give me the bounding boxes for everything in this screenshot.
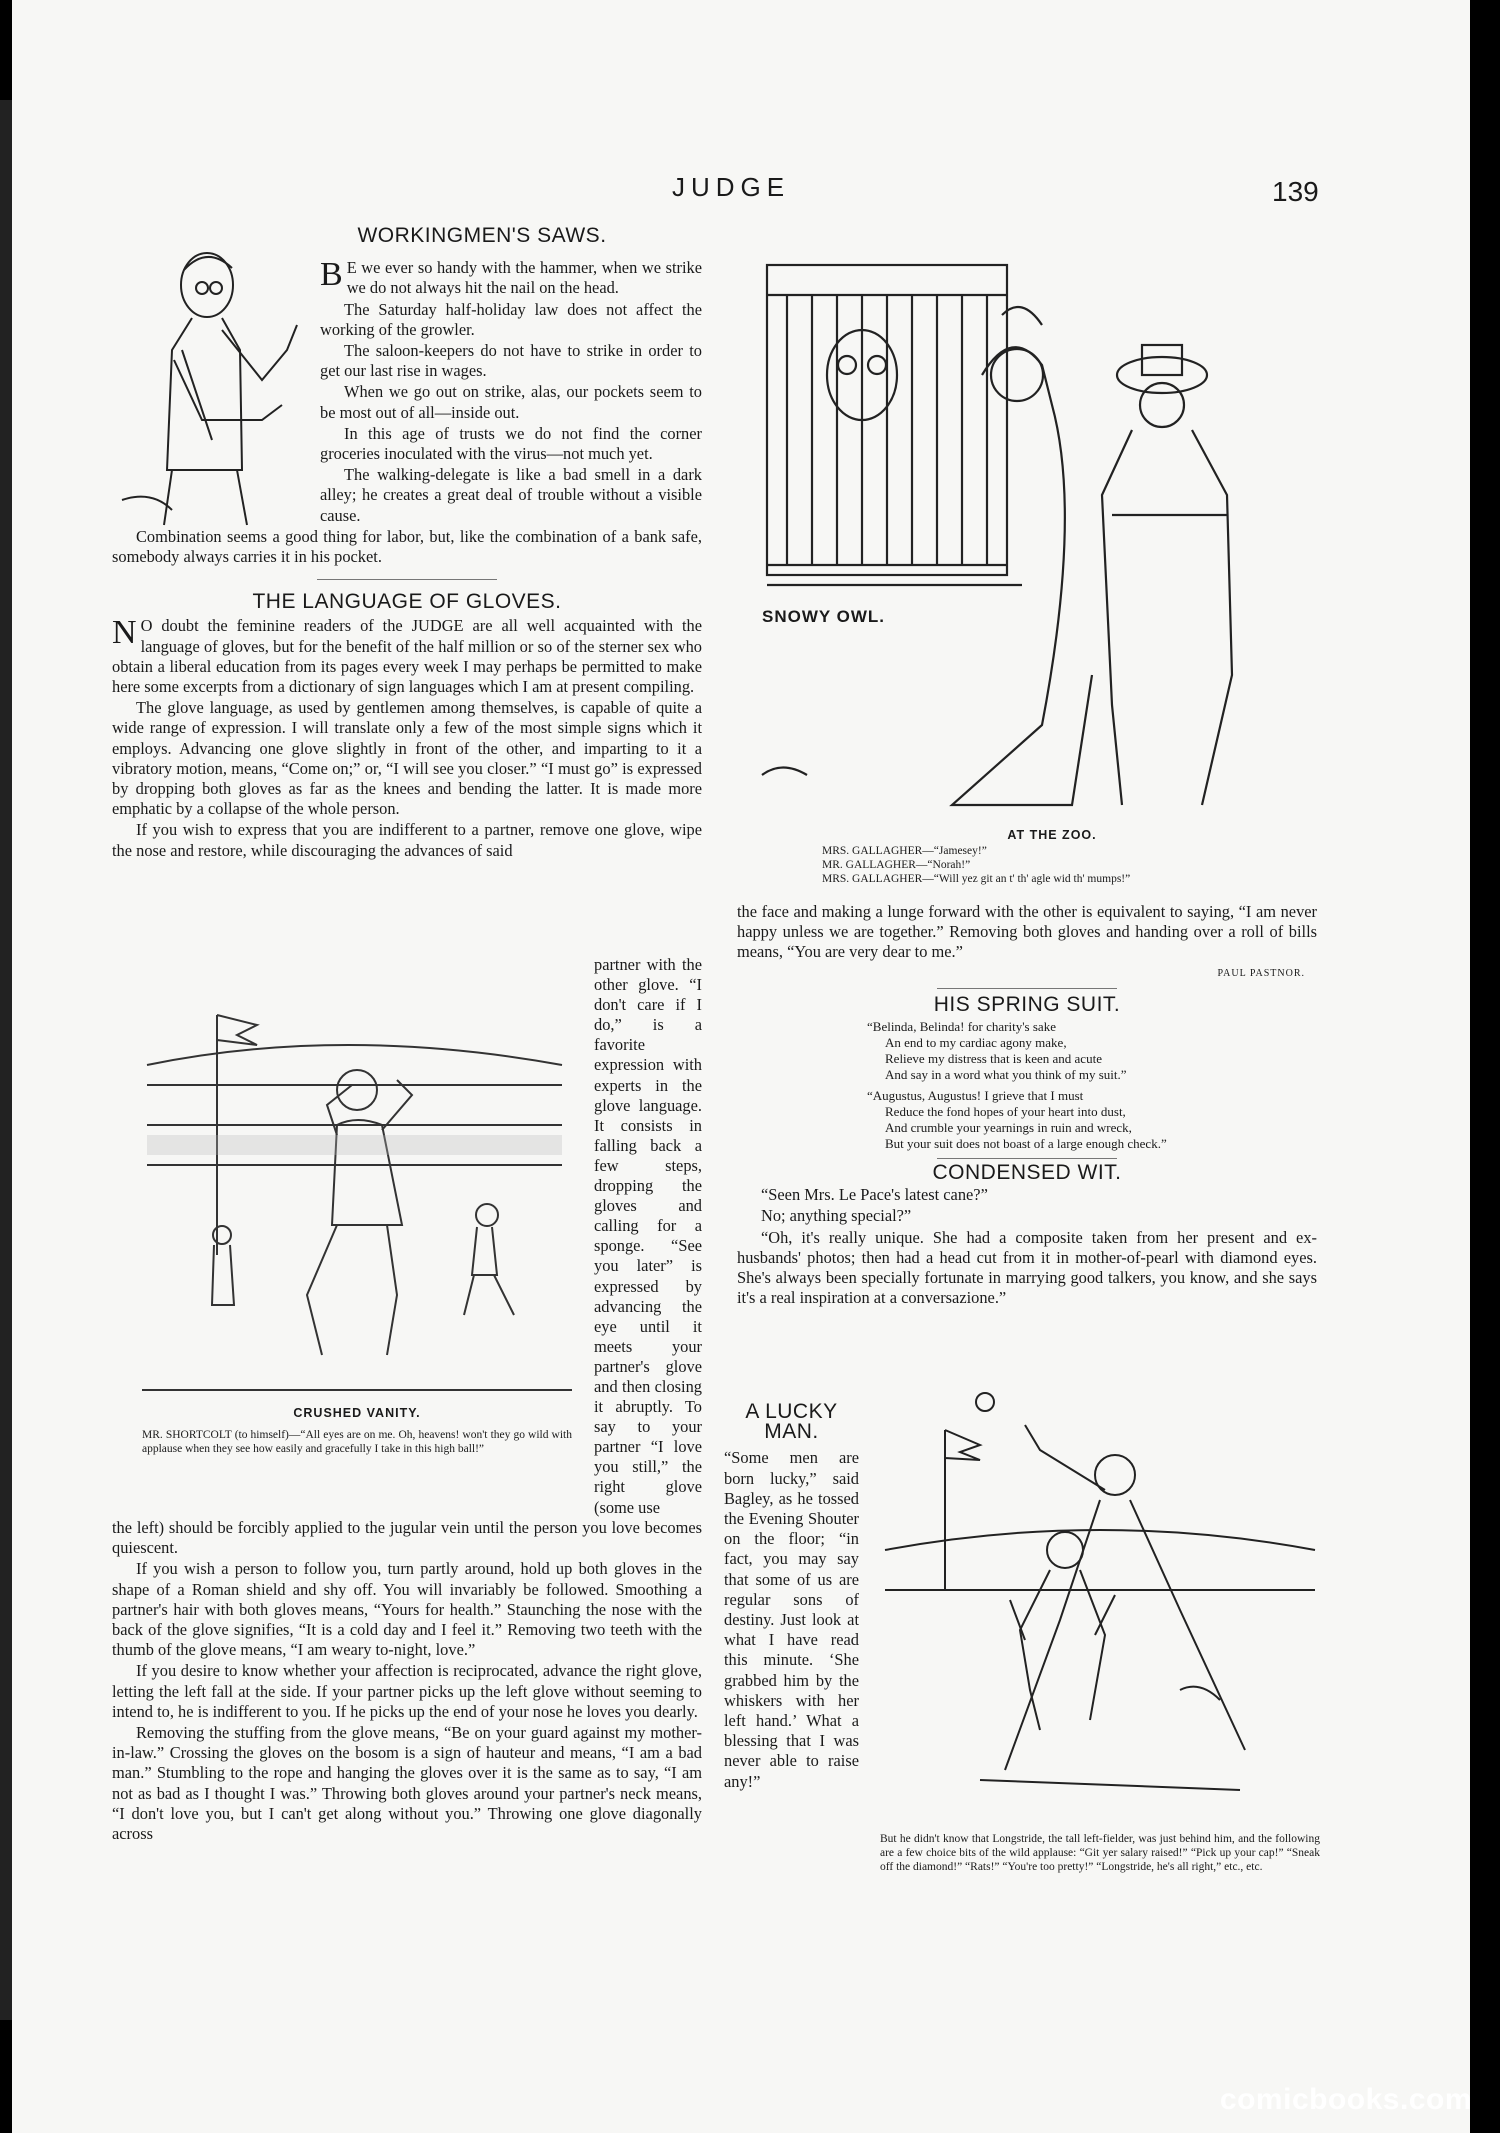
page-number: 139 [1272, 176, 1319, 207]
poem-line: And say in a word what you think of my suit.” [885, 1067, 1127, 1083]
crushed-vanity-title: CRUSHED VANITY. [293, 1406, 421, 1420]
poem-line: But your suit does not boast of a large enough check.” [885, 1136, 1167, 1152]
gloves-paragraph-7: Removing the stuffing from the glove means, “Be on your guard against my mother-in-law.” Crossing the gloves on the bosom is a sign of hauteur and means, “I am a bad man.” Stumbling to the rope and hanging the gloves over it is the same as to say, “I am not as bad as I thought I was.” Throwing both gloves around your partner's neck means, “I don't love you, but I can't get along without you.” Throwing one glove diagonally across [112, 1723, 702, 1844]
spring-suit-poem [737, 1019, 1317, 1152]
saws-paragraph-4: When we go out on strike, alas, our pockets seem to be most out of all—inside out. [320, 382, 702, 422]
zoo-line-1: MRS. GALLAGHER—“Jamesey!” [822, 845, 987, 857]
gloves-paragraph-6: If you desire to know whether your affection is reciprocated, advance the right glove, letting the left fall at the side. If your partner picks up the left glove without seeming to intend to, he is indifferent to you. If he picks up the end of your nose he loves you dearly. [112, 1661, 702, 1721]
gloves-continuation [112, 1518, 702, 1845]
saws-paragraph-1: B E we ever so handy with the hammer, when we strike we do not always hit the nail on the head. [320, 256, 702, 298]
condensed-wit-paragraph-1: “Seen Mrs. Le Pace's latest cane?” [761, 1185, 988, 1205]
condensed-wit-title: CONDENSED WIT. [932, 1161, 1122, 1185]
magazine-page [12, 0, 1470, 2133]
gloves-paragraph-5: If you wish a person to follow you, turn partly around, hold up both gloves in the shape of a Roman shield and shy off. You will invariably be followed. Smoothing a partner's hair with both gloves means, “Yours for health.” Staunching the nose with the back of the glove signifies, “It is a cold day and I feel it.” Removing two teeth with the thumb of the glove means, “I am weary to-night, love.” [112, 1559, 702, 1660]
right-column [737, 902, 1317, 1309]
gloves-paragraph-3: If you wish to express that you are indifferent to a partner, remove one glove, wipe the nose and restore, while discouraging the advances of said [112, 820, 702, 860]
divider [317, 579, 497, 580]
condensed-wit-paragraph-2: No; anything special?” [761, 1206, 912, 1226]
drop-cap: B [320, 256, 343, 294]
crushed-vanity-caption-block [142, 1406, 572, 1456]
lucky-man-caption: But he didn't know that Longstride, the tall left-fielder, was just behind him, and the following are a few choice bits of the wild applause: “Git yer salary raised!” “Pick up your cap!” “Sneak off the diamond!” “Rats!” “You're too pretty!” “Longstride, he's all right,” etc., etc. [880, 1833, 1320, 1873]
workingmen-saws-title: WORKINGMEN'S SAWS. [357, 224, 607, 247]
condensed-wit-paragraph-3: “Oh, it's really unique. She had a composite taken from her present and ex-husbands' photos; then had a head cut from it in mother-of-pearl with diamond eyes. She's always been specially fortunate in marrying good talkers, you know, and she says it's a real inspiration at a conversazione.” [737, 1227, 1317, 1308]
divider [937, 988, 1117, 989]
watermark: comicbooks.com [1219, 2083, 1472, 2116]
saws-paragraph-7: Combination seems a good thing for labor, but, like the combination of a bank safe, somebody always carries it in his pocket. [112, 526, 702, 567]
at-the-zoo-illustration [752, 255, 1302, 815]
zoo-line-2: MR. GALLAGHER—“Norah!” [822, 859, 971, 871]
gloves-author: PAUL PASTNOR. [1217, 967, 1305, 979]
gloves-title: THE LANGUAGE OF GLOVES. [252, 590, 562, 614]
masthead-title: JUDGE [672, 172, 791, 202]
gloves-paragraph-2: The glove language, as used by gentlemen among themselves, is capable of quite a wide range of expression. I will translate only a few of the most simple signs which it employs. Advancing one glove slightly in front of the other, and imparting to it a vibratory motion, means, “Come on;” or, “I will see you closer.” “I must go” is expressed by dropping both gloves as far as the knees and bending the latter. It is made more emphatic by a collapse of the whole person. [112, 698, 702, 819]
crushed-vanity-caption: MR. SHORTCOLT (to himself)—“All eyes are on me. Oh, heavens! won't they go wild with applause when they see how easily and gracefully I take in this high ball!” [142, 1429, 572, 1455]
lucky-man-body: “Some men are born lucky,” said Bagley, as he tossed the Evening Shouter on the floor; “in fact, you may say that some of us are regular sons of destiny. Just look at what I have read this minute. ‘She grabbed him by the whiskers with her left hand.’ What a blessing that I was never able to raise any!” [724, 1448, 859, 1791]
poem-line: “Augustus, Augustus! I grieve that I must [867, 1088, 1084, 1104]
lucky-man-article [724, 1402, 859, 1792]
poem-line: Relieve my distress that is keen and acute [885, 1051, 1102, 1067]
lucky-man-illustration [880, 1390, 1320, 1810]
saws-paragraph-6: The walking-delegate is like a bad smell in a dark alley; he creates a great deal of trouble without a visible cause. [320, 465, 702, 525]
saws-paragraph-2: The Saturday half-holiday law does not affect the working of the growler. [320, 299, 702, 339]
poem-line: Reduce the fond hopes of your heart into dust, [885, 1104, 1126, 1120]
poem-line: And crumble your yearnings in ruin and wreck, [885, 1120, 1132, 1136]
gloves-narrow-column: partner with the other glove. “I don't care if I do,” is a favorite expression with experts in the glove language. It consists in falling back a few steps, dropping the gloves and calling for a sponge. “See you later” is expressed by advancing the eye until it meets your partner's glove and then closing it abruptly. To say to your partner “I love you still,” the right glove (some use [594, 955, 702, 1517]
spring-suit-title: HIS SPRING SUIT. [933, 992, 1121, 1016]
saws-paragraph-3: The saloon-keepers do not have to strike in order to get our last rise in wages. [320, 341, 702, 381]
zoo-line-3: MRS. GALLAGHER—“Will yez git an t' th' agle wid th' mumps!” [822, 873, 1131, 885]
crushed-vanity-illustration [142, 995, 572, 1400]
gloves-paragraph-4: the left) should be forcibly applied to the jugular vein until the person you love becomes quiescent. [112, 1518, 702, 1558]
at-the-zoo-title: AT THE ZOO. [1007, 828, 1097, 842]
poem-line: An end to my cardiac agony make, [885, 1035, 1067, 1051]
divider [937, 1158, 1117, 1159]
workingmen-saws-article [112, 226, 702, 862]
saws-paragraph-5: In this age of trusts we do not find the corner groceries inoculated with the virus—not much yet. [320, 423, 702, 464]
zoo-sign: SNOWY OWL. [762, 607, 886, 626]
at-the-zoo-caption-block [822, 828, 1282, 886]
gloves-paragraph-8: the face and making a lunge forward with the other is equivalent to saying, “I am never happy unless we are together.” Removing both gloves and handing over a roll of bills means, “You are very dear to me.” [737, 902, 1317, 962]
gloves-paragraph-1: N O doubt the feminine readers of the JUDGE are all well acquainted with the language of gloves, but for the benefit of the half million or so of the sterner sex who obtain a liberal education from its pages every week I may perhaps be permitted to make here some excerpts from a dictionary of sign languages which I am at present compiling. [112, 614, 702, 697]
poem-line: “Belinda, Belinda! for charity's sake [867, 1019, 1056, 1035]
drop-cap: N [112, 614, 137, 652]
lucky-man-title: A LUCKY MAN. [745, 1400, 838, 1444]
